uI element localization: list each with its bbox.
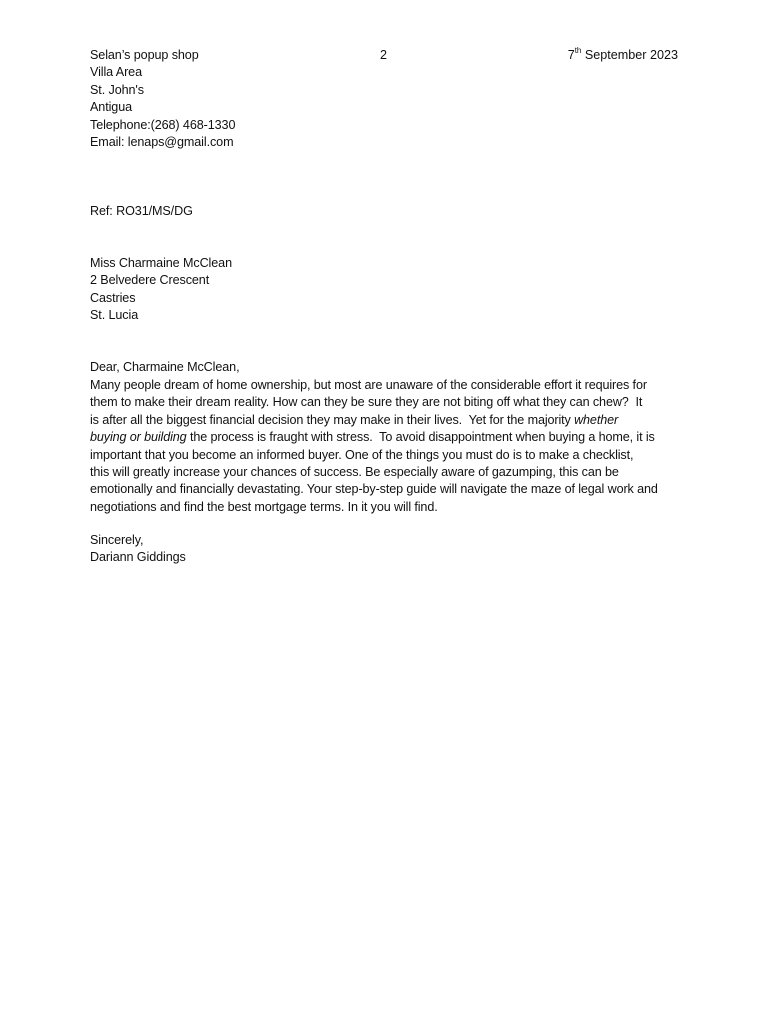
body-line: this will greatly increase your chances of success. Be especially aware of gazumping, this can be [90,465,619,480]
body-text: the process is fraught with stress. To avoid disappointment when buying a home, it is [186,430,655,445]
recipient-city: Castries [90,290,136,305]
body-line: emotionally and financially devastating. Your step-by-step guide will navigate the maze of legal work and [90,482,658,497]
body-emphasis: whether [574,412,619,427]
sender-area: Villa Area [90,65,142,80]
recipient-street: 2 Belvedere Crescent [90,273,210,288]
recipient-address [90,255,682,325]
salutation [90,359,682,376]
date-suffix: th [574,45,582,55]
signer-name: Dariann Giddings [90,550,186,565]
sender-address [90,47,682,151]
recipient-country: St. Lucia [90,308,139,323]
page-number: 2 [380,48,388,62]
salutation-text: Dear, Charmaine McClean, [90,360,240,374]
recipient-name: Miss Charmaine McClean [90,256,232,270]
body-text: is after all the biggest financial decision they may make in their lives. Yet for the majority [90,412,575,427]
body-emphasis: buying or building [90,430,187,445]
reference-code: Ref: RO31/MS/DG [90,204,193,218]
sender-country: Antigua [90,100,133,115]
date-day: 7 [567,48,575,62]
body-line [90,412,682,429]
body-line: them to make their dream reality. How can they be sure they are not biting off what they can chew? It [90,395,643,410]
body-line [90,429,682,446]
sender-telephone: Telephone:(268) 468-1330 [90,117,236,132]
closing [90,532,682,567]
body-line: Many people dream of home ownership, but most are unaware of the considerable effort it requires for [90,378,647,392]
sender-shop-name: Selan’s popup shop [90,48,199,62]
reference-line [90,203,682,220]
date-month-year: September 2023 [581,48,678,62]
sender-email: Email: lenaps@gmail.com [90,135,234,150]
body-line: important that you become an informed buyer. One of the things you must do is to make a checklist, [90,447,634,462]
letter-body [90,377,682,516]
body-line: negotiations and find the best mortgage terms. In it you will find. [90,499,438,514]
sender-city: St. John's [90,82,144,97]
valediction: Sincerely, [90,533,144,547]
